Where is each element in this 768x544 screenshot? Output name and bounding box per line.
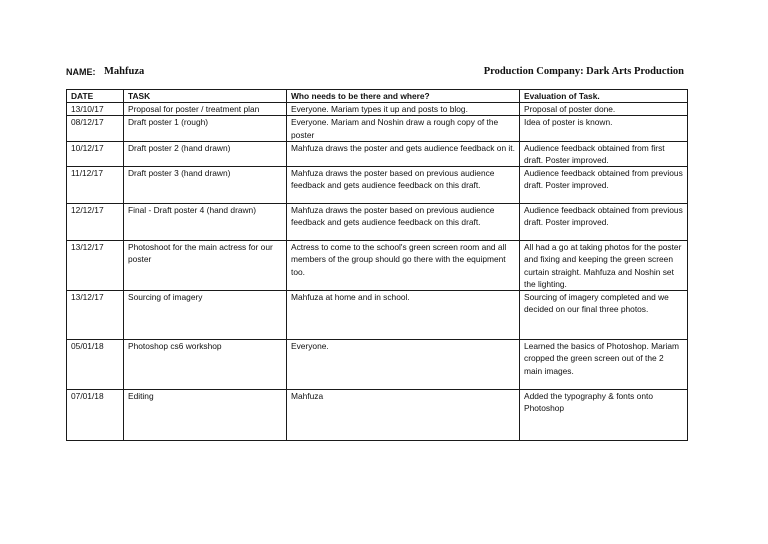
cell-who: Actress to come to the school's green screen room and all members of the group should go there with the equipment too.	[287, 241, 520, 291]
cell-date: 11/12/17	[67, 167, 124, 204]
cell-date: 13/12/17	[67, 241, 124, 291]
cell-date: 12/12/17	[67, 204, 124, 241]
cell-date: 08/12/17	[67, 116, 124, 141]
table-row	[67, 204, 688, 241]
column-header-who: Who needs to be there and where?	[287, 90, 520, 103]
table-row	[67, 167, 688, 204]
cell-evaluation: Added the typography & fonts onto Photoshop	[520, 390, 688, 441]
column-header-evaluation: Evaluation of Task.	[520, 90, 688, 103]
column-header-task: TASK	[124, 90, 287, 103]
cell-task: Draft poster 1 (rough)	[124, 116, 287, 141]
cell-evaluation: Learned the basics of Photoshop. Mariam cropped the green screen out of the 2 main images.	[520, 340, 688, 390]
table-row	[67, 241, 688, 291]
cell-date: 10/12/17	[67, 141, 124, 166]
cell-date: 05/01/18	[67, 340, 124, 390]
table-row	[67, 103, 688, 116]
cell-evaluation: Audience feedback obtained from previous draft. Poster improved.	[520, 167, 688, 204]
cell-task: Draft poster 3 (hand drawn)	[124, 167, 287, 204]
cell-who: Everyone. Mariam and Noshin draw a rough copy of the poster	[287, 116, 520, 141]
cell-evaluation: Sourcing of imagery completed and we decided on our final three photos.	[520, 291, 688, 340]
cell-task: Photoshoot for the main actress for our poster	[124, 241, 287, 291]
cell-task: Final - Draft poster 4 (hand drawn)	[124, 204, 287, 241]
cell-who: Mahfuza at home and in school.	[287, 291, 520, 340]
table-row	[67, 116, 688, 141]
cell-date: 07/01/18	[67, 390, 124, 441]
column-header-date: DATE	[67, 90, 124, 103]
cell-who: Mahfuza draws the poster based on previous audience feedback and gets audience feedback on this draft.	[287, 167, 520, 204]
document-header	[66, 66, 686, 80]
cell-evaluation: Audience feedback obtained from first draft. Poster improved.	[520, 141, 688, 166]
table-row	[67, 340, 688, 390]
cell-task: Sourcing of imagery	[124, 291, 287, 340]
production-company: Production Company: Dark Arts Production	[483, 66, 684, 77]
table-row	[67, 291, 688, 340]
cell-who: Everyone.	[287, 340, 520, 390]
cell-who: Mahfuza draws the poster and gets audience feedback on it.	[287, 141, 520, 166]
cell-who: Mahfuza draws the poster based on previous audience feedback and gets audience feedback on this draft.	[287, 204, 520, 241]
production-log-table	[66, 89, 688, 441]
table-header-row	[67, 90, 688, 103]
cell-evaluation: Proposal of poster done.	[520, 103, 688, 116]
cell-evaluation: All had a go at taking photos for the poster and fixing and keeping the green screen curtain straight. Mahfuza and Noshin set the lighting.	[520, 241, 688, 291]
name-label: NAME:	[66, 67, 96, 77]
cell-task: Photoshop cs6 workshop	[124, 340, 287, 390]
cell-task: Editing	[124, 390, 287, 441]
cell-task: Proposal for poster / treatment plan	[124, 103, 287, 116]
cell-evaluation: Idea of poster is known.	[520, 116, 688, 141]
name-value: Mahfuza	[104, 66, 145, 77]
cell-who: Everyone. Mariam types it up and posts to blog.	[287, 103, 520, 116]
cell-who: Mahfuza	[287, 390, 520, 441]
table-row	[67, 141, 688, 166]
cell-date: 13/10/17	[67, 103, 124, 116]
table-row	[67, 390, 688, 441]
cell-evaluation: Audience feedback obtained from previous draft. Poster improved.	[520, 204, 688, 241]
cell-task: Draft poster 2 (hand drawn)	[124, 141, 287, 166]
cell-date: 13/12/17	[67, 291, 124, 340]
